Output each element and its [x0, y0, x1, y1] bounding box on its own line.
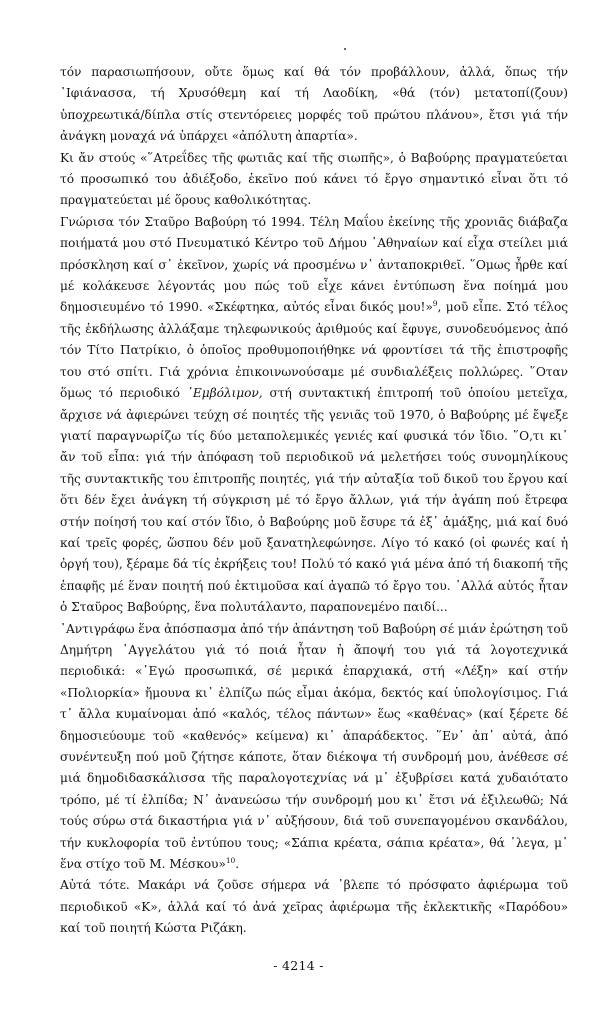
- paragraph-3-part-2: , μοῦ εἶπε. Στό τέλος τῆς ἐκδήλωσης ἀλλάξαμε τηλεφωνικούς ἀριθμούς καί ἔφυγε, συνοδευόμενος ἀπό τόν Τίτο Πατρίκιο, ὁ ὁποῖος προθυμοποιήθηκε νά φροντίσει τά τῆς ἐπιστροφῆς του στό σπίτι. Γιά χρόνια ἐπικοινωνούσαμε μέ συνδιαλέξεις πολλώρες. ῞Οταν ὅμως τό περιοδικό: [60, 300, 569, 401]
- paragraph-4-text: ᾿Αντιγράφω ἕνα ἀπόσπασμα ἀπό τήν ἀπάντηση τοῦ Βαβούρη σέ μιάν ἐρώτηση τοῦ Δημήτρη ᾿Αγγελάτου γιά τό ποιά ἦταν ἡ ἄποψή του γιά τά λογοτεχνικά περιοδικά: «᾿Εγώ προσωπικά, σέ μερικά ἐπαρχιακά, στή «Λέξη» καί στήν «Πολιορκία» ἤμουνα κι᾿ ἐλπίζω πώς εἶμαι ἀκόμα, δεκτός καί ὑπολογίσιμος. Γιά τ᾿ ἄλλα κυμαίνομαι ἀπό «καλός, τέλος πάντων» ἕως «καθένας» (καί ξέρετε δέ δημοσιεύουμε τοῦ «καθενός» κείμενα) κι᾿ ἀπαράδεκτος. ῞Εν᾿ ἀπ᾿ αὐτά, ἀπό συνέντευξη πού μοῦ ζήτησε κάποτε, ὅταν διέκοψα τή συνδρομή μου, ἀνέθεσε σέ μιά δημοδιδασκάλισσα τῆς παραλογοτεχνίας νά μ᾿ ἐξυβρίσει κατά χυδαιότατο τρόπο, μέ τί ἐλπίδα; Ν᾿ ἀνανεώσω τήν συνδρομή μου κι᾿ ἔτσι νά ἐξιλεωθῶ; Νά τούς σύρω στά δικαστήρια γιά ν᾿ αὐξήσουν, διά τοῦ συνεπαγομένου σκανδάλου, τήν κυκλοφορία τοῦ ἐντύπου τους; «Σάπια κρέατα, σάπια κρέατα», θά ᾿λεγα, μ᾿ ἕνα στίχο τοῦ Μ. Μέσκου»: [60, 621, 569, 872]
- paragraph-3-part-1: Γνώρισα τόν Σταῦρο Βαβούρη τό 1994. Τέλη Μαΐου ἐκείνης τῆς χρονιᾶς διάβαζα ποιήματά μου στό Πνευματικό Κέντρο τοῦ Δήμου ᾿Αθηναίων καί εἶχα στείλει μιά πρόσκληση καί σ᾿ ἐκεῖνον, χωρίς νά προσμένω ν᾿ ἀνταποκριθεῖ. ῞Ομως ἦρθε καί μέ κολάκευσε λέγοντάς μου πώς τοῦ εἶχε κάνει ἐντύπωση ἕνα ποίημά μου δημοσιευμένο τό 1990. «Σκέφτηκα, αὐτός εἶναι δικός μου!»: [60, 214, 568, 315]
- paragraph-1: τόν παρασιωπήσουν, οὔτε ὅμως καί θά τόν προβάλλουν, ἀλλά, ὅπως τήν ᾿Ιφιάνασσα, τή Χρυσόθεμη καί τή Λαοδίκη, «θά (τόν) μετατοπί(ζουν) ὑποχρεωτικά/δίπλα στίς στεντόρειες μορφές τοῦ πρώτου πλάνου», ἔτσι γιά τήν ἀνάγκη μοναχά νά ὑπάρχει «ἀπόλυτη ἀπαρτία».: [60, 65, 568, 144]
- paragraph-4: [60, 619, 568, 876]
- page-number: - 4214 -: [273, 958, 324, 973]
- footnote-ref-10: 10: [225, 855, 236, 865]
- body-text: [60, 62, 568, 940]
- paragraph-3: [60, 212, 568, 619]
- journal-title-emvolimon: ῾Εμβόλιμον,: [186, 386, 263, 401]
- paragraph-3-part-3: στή συντακτική ἐπιτροπή τοῦ ὁποίου μετεῖχα, ἄρχισε νά ἀφιερώνει τεύχη σέ ποιητές τῆς γενιᾶς τοῦ 1970, ὁ Βαβούρης μέ ἔψεξε γιατί παραγνωρίζω τίς δύο μεταπολεμικές γενιές καί φυσικά τόν ἴδιο. ῞Ο,τι κι᾿ ἄν τοῦ εἶπα: γιά τήν ἀπόφαση τοῦ περιοδικοῦ νά μελετήσει τούς συνομηλίκους τῆς συντακτικῆς του ἐπιτροπῆς ποιητές, γιά τήν αὐταξία τοῦ δικοῦ του ἔργου καί ὅτι δέν ἔχει ἀνάγκη τή σύγκριση μέ τό ἔργο ἄλλων, γιά τήν ἀγάπη πού ἔτρεφα στήν ποίησή του καί στόν ἴδιο, ὁ Βαβούρης μοῦ ἔσυρε τά ἐξ᾿ ἁμάξης, μιά καί δυό καί τρεῖς φορές, ὥσπου δέν μοῦ ξανατηλεφώνησε. Λίγο τό κακό (οἱ φωνές καί ἡ ὀργή του), ξέραμε δά τίς ἐκρήξεις του! Πολύ τό κακό γιά μένα ἀπό τή διακοπή τῆς ἐπαφῆς μέ ἕναν ποιητή πού ἐκτιμοῦσα καί ἀγαπῶ τό ἔργο του. ᾿Αλλά αὐτός ἦταν ὁ Σταῦρος Βαβούρης, ἕνα πολυτάλαντο, παραπονεμένο παιδί...: [60, 386, 568, 615]
- scan-speck: [344, 48, 346, 50]
- paragraph-4-end: .: [235, 857, 240, 872]
- paragraph-2: Κι ἄν στούς «῞Ατρεΐδες τῆς φωτιᾶς καί τῆς σιωπῆς», ὁ Βαβούρης πραγματεύεται τό προσωπικό του ἀδιέξοδο, ἐκεῖνο πού κάνει τό ἔργο σημαντικό εἶναι ὅτι τό πραγματεύεται μέ ὅρους καθολικότητας.: [60, 150, 568, 208]
- footnote-ref-9: 9: [432, 299, 438, 309]
- paragraph-5: Αὐτά τότε. Μακάρι νά ζοῦσε σήμερα νά ᾿βλεπε τό πρόσφατο ἀφιέρωμα τοῦ περιοδικοῦ «Κ», ἀλλά καί τό ἀνά χεῖρας ἀφιέρωμα τῆς ἐκλεκτικῆς «Παρόδου» καί τοῦ ποιητή Κώστα Ριζάκη.: [60, 878, 568, 936]
